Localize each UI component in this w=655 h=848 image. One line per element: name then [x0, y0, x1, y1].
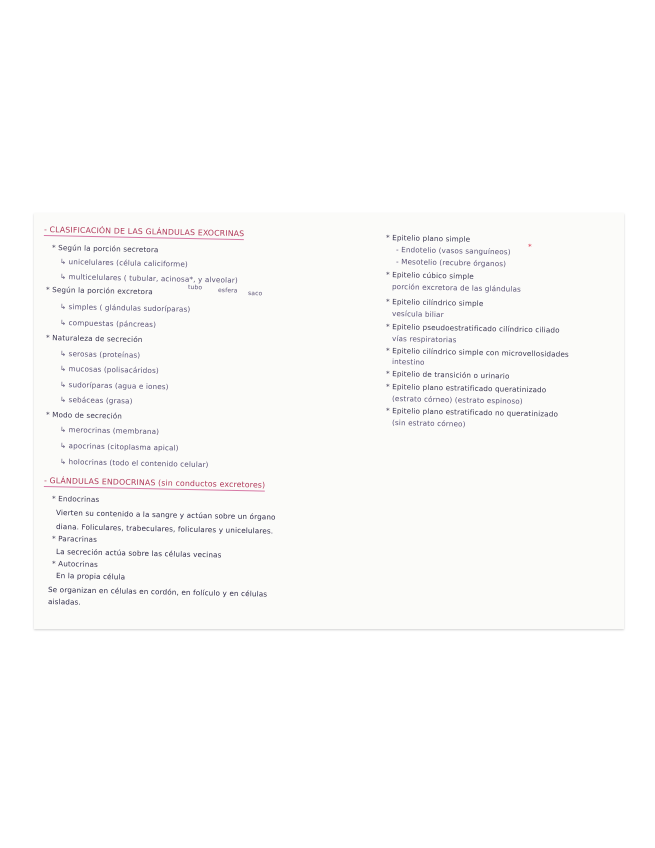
apocrine-line: ↳ apocrinas (citoplasma apical)	[59, 441, 179, 453]
compound-glands-line: ↳ compuestas (páncreas)	[59, 318, 157, 330]
mucous-line: ↳ mucosas (polisacáridos)	[59, 364, 159, 376]
autocrine-desc: En la propia célula	[55, 571, 126, 582]
organization-desc-1: Se organizan en células en cordón, en folículo y en células	[47, 585, 268, 599]
endocrine-line: * Endocrinas	[51, 494, 100, 504]
non-keratinized-line: * Epitelio plano estratificado no queratinizado	[385, 406, 559, 419]
unicellular-line: ↳ unicelulares (célula caliciforme)	[59, 257, 189, 269]
pseudostratified-line: * Epitelio pseudoestratificado cilíndrico ciliado	[385, 322, 560, 335]
mesothelium-line: - Mesotelio (recubre órganos)	[395, 257, 507, 269]
endothelium-line: - Endotelio (vasos sanguíneos)	[395, 245, 511, 257]
simple-cuboidal-line: * Epitelio cúbico simple	[385, 270, 474, 281]
autocrine-line: * Autocrinas	[51, 559, 99, 569]
excretory-portion-line: * Según la porción excretora	[45, 285, 153, 297]
saco-annotation: saco	[247, 290, 263, 298]
simple-cuboidal-desc: porción excretora de las glándulas	[391, 282, 522, 294]
endocrine-desc-2: diana. Foliculares, trabeculares, foliculares y unicelulares.	[55, 522, 274, 536]
transitional-line: * Epitelio de transición o urinario	[385, 369, 510, 381]
endocrine-heading-text: - GLÁNDULAS ENDOCRINAS (sin conductos excretores)	[43, 476, 266, 490]
simple-columnar-line: * Epitelio cilíndrico simple	[385, 297, 484, 309]
secretory-portion-line: * Según la porción secretora	[51, 243, 159, 255]
multicellular-line: ↳ multicelulares ( tubular, acinosa*, y alveolar)	[59, 272, 238, 285]
secretion-nature-line: * Naturaleza de secreción	[45, 333, 143, 345]
secretion-mode-line: * Modo de secreción	[45, 410, 123, 421]
microvilli-desc: intestino	[391, 357, 425, 367]
microvilli-line: * Epitelio cilíndrico simple con microvellosidades	[385, 346, 569, 359]
esfera-annotation: esfera	[217, 287, 238, 295]
endocrine-desc-1: Vierten su contenido a la sangre y actúan sobre un órgano	[55, 508, 276, 522]
tubo-annotation: tubo	[187, 284, 203, 292]
simple-glands-line: ↳ simples ( glándulas sudoríparas)	[59, 302, 191, 314]
paracrine-line: * Paracrinas	[51, 534, 98, 544]
non-keratinized-desc: (sin estrato córneo)	[391, 418, 466, 429]
exocrine-heading-text: - CLASIFICACIÓN DE LAS GLÁNDULAS EXOCRINAS	[43, 225, 245, 239]
pseudostratified-desc: vías respiratorias	[391, 334, 457, 345]
keratinized-line: * Epitelio plano estratificado queratinizado	[385, 382, 547, 395]
merocrine-line: ↳ merocrinas (membrana)	[59, 425, 160, 437]
organization-desc-2: aisladas.	[47, 597, 81, 607]
simple-squamous-line: * Epitelio plano simple	[385, 233, 471, 244]
endothelium-mark: *	[527, 242, 532, 252]
holocrine-line: ↳ holocrinas (todo el contenido celular)	[59, 457, 209, 470]
sebaceous-line: ↳ sebáceas (grasa)	[59, 395, 133, 406]
keratinized-desc: (estrato córneo) (estrato espinoso)	[391, 394, 523, 406]
paracrine-desc: La secreción actúa sobre las células vecinas	[55, 547, 222, 560]
serous-line: ↳ serosas (proteínas)	[59, 349, 141, 360]
sweat-line: ↳ sudoríparas (agua e iones)	[59, 380, 169, 392]
simple-columnar-desc: vesícula biliar	[391, 309, 444, 320]
